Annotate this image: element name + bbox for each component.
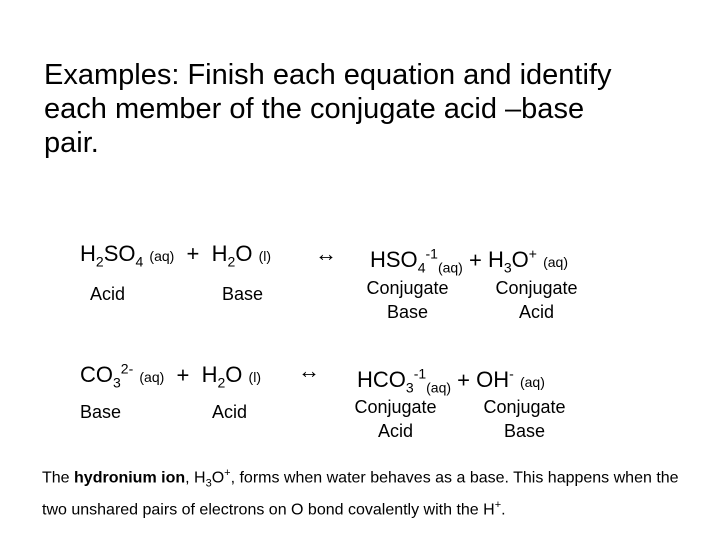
eq2-reactants [80,356,261,396]
eq2-equilibrium-arrow-icon: ↔ [298,358,320,383]
title-line-2: each member of the conjugate acid –base [44,93,585,125]
eq1-label-conjugate-base: Conjugate Base [366,278,449,322]
eq1-products [370,241,568,281]
eq2-reactant2: $H_2O$ (l) [201,362,261,391]
hydronium-term: hydronium ion [74,469,186,487]
title-line-3: pair. [44,127,99,159]
eq2-label-acid: Acid [212,402,248,422]
eq2-label-base: Base [80,402,122,422]
eq1-label-conjugate-acid: Conjugate Acid [495,278,578,322]
eq1-product2: $H_3O^+$ (aq) [487,246,568,276]
eq1-product1: $HSO_4^{-1}_{(aq)}$ [370,246,463,276]
eq1-reactant2: $H_2O$ (l) [211,241,272,270]
eq2-label-conjugate-acid: Conjugate Acid [354,397,437,441]
eq2-product1: $HCO_3^{-1}_{(aq)}$ [357,366,452,396]
eq2-plus-2: + [457,367,471,393]
eq1-label-acid: Acid [90,284,126,304]
eq2-reactant1: $CO_3^{2-}$ (aq) [80,361,165,391]
eq2-product2: OH- (aq) [476,366,545,393]
eq1-reactants [80,241,271,274]
eq1-label-base: Base [222,284,264,304]
eq1-plus-2: + [468,247,482,273]
eq1-reactant1: $H_2SO_4$ (aq) [80,241,175,270]
eq2-plus-1: + [176,362,190,388]
eq1-plus-1: + [186,241,200,266]
slide-title [44,58,720,160]
hydronium-note: The hydronium ion, $H_3O^+$, forms when water behaves as a base. This happens when the two unshared pairs of electrons on O bond covalently with the H+. [42,467,679,518]
eq2-label-conjugate-base: Conjugate Base [483,397,566,441]
title-line-1: Examples: Finish each equation and identify [44,59,612,91]
eq1-equilibrium-arrow-icon: ↔ [315,241,337,266]
